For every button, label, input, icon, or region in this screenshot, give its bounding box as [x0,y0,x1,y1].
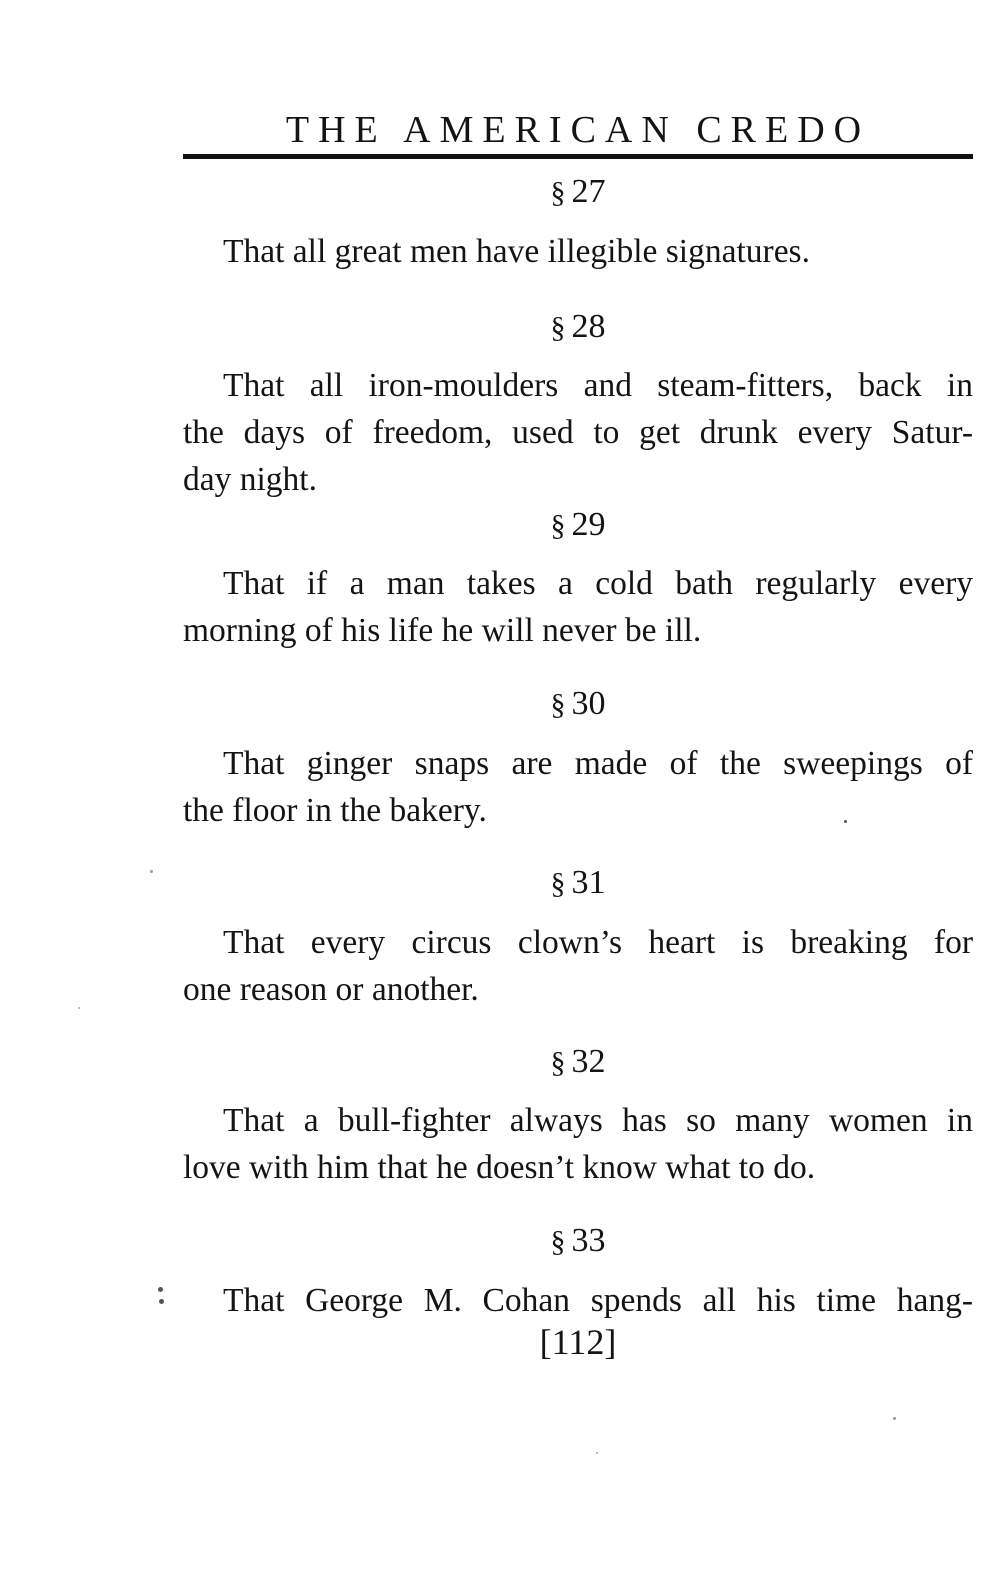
text-line: That ginger snaps are made of the sweepings of [223,745,973,782]
scan-speck [159,1299,164,1304]
text-line: day night. [183,461,317,498]
page-number: [112] [539,1322,617,1362]
text-line: That all great men have illegible signatures. [223,233,810,270]
section-number: 32 [571,1043,606,1080]
text-line: love with him that he doesn’t know what to do. [183,1149,816,1186]
section-heading-27 [183,170,973,215]
scan-speck [596,1452,598,1454]
scan-speck [158,1287,163,1292]
section-heading-29 [183,503,973,548]
section-text-29 [183,560,973,654]
text-line: That every circus clown’s heart is breaking for [223,924,973,961]
section-text-31 [183,919,973,1013]
header-rule [183,154,973,159]
running-header: THE AMERICAN CREDO [285,109,871,151]
section-number: 28 [571,308,606,345]
scan-speck [78,1007,80,1009]
text-line: one reason or another. [183,971,479,1008]
section-sign: § [550,1225,566,1258]
section-heading-32 [183,1040,973,1085]
text-line: the days of freedom, used to get drunk every Satur- [183,414,973,451]
section-text-33 [183,1277,973,1324]
scan-speck [893,1417,896,1420]
text-line: the floor in the bakery. [183,792,487,829]
scan-speck [844,820,847,823]
section-sign: § [550,688,566,721]
section-heading-30 [183,682,973,727]
text-line: That all iron-moulders and steam-fitters, back in [223,367,973,404]
section-sign: § [550,867,566,900]
text-line: morning of his life he will never be ill. [183,612,702,649]
section-text-32 [183,1097,973,1191]
section-number: 30 [571,685,606,722]
section-text-27 [183,228,973,275]
text-line: That a bull-fighter always has so many women in [223,1102,973,1139]
section-number: 33 [571,1222,606,1259]
section-sign: § [550,509,566,542]
section-text-28 [183,362,973,503]
section-number: 31 [571,864,606,901]
text-line: That George M. Cohan spends all his time hang- [223,1282,973,1319]
section-number: 29 [571,506,606,543]
section-sign: § [550,311,566,344]
section-sign: § [550,1046,566,1079]
section-text-30 [183,740,973,834]
text-line: That if a man takes a cold bath regularly every [223,565,973,602]
scan-speck [150,870,153,873]
section-heading-33 [183,1219,973,1264]
section-number: 27 [571,173,606,210]
section-heading-31 [183,861,973,906]
section-sign: § [550,176,566,209]
section-heading-28 [183,305,973,350]
